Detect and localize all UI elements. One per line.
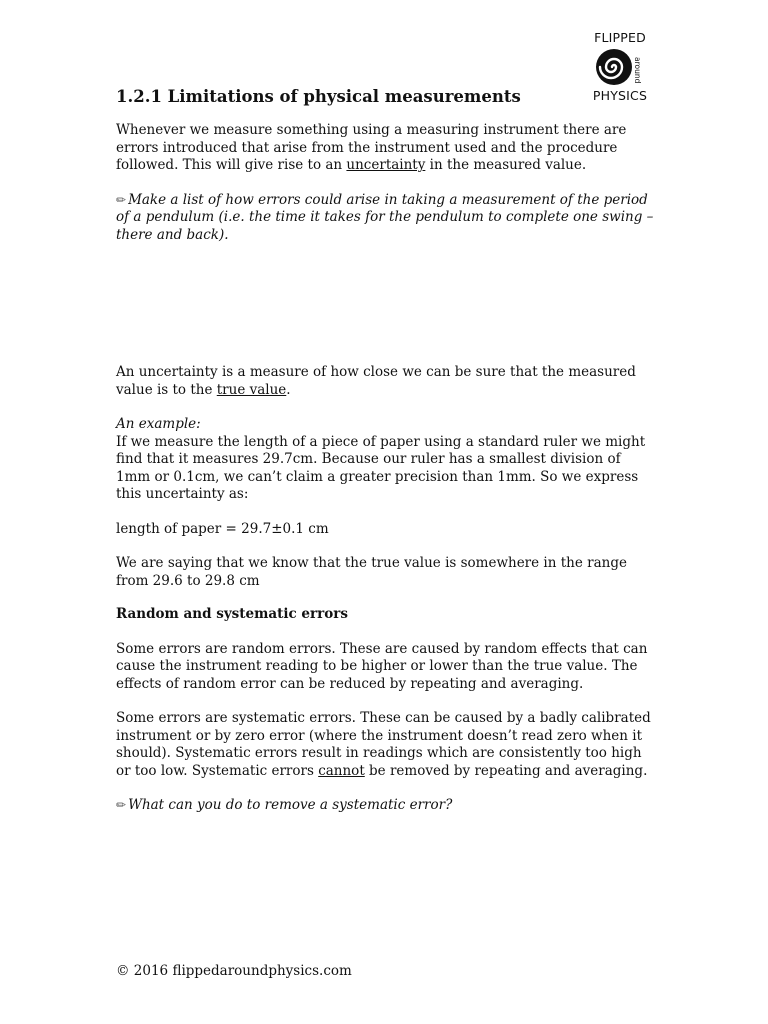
document-content bbox=[116, 86, 656, 815]
footer-copyright: © 2016 flippedaroundphysics.com bbox=[116, 963, 352, 979]
example-label: An example: bbox=[116, 416, 201, 432]
example-formula: length of paper = 29.7±0.1 cm bbox=[116, 520, 329, 537]
logo-text-bottom: PHYSICS bbox=[592, 88, 648, 103]
section-heading: Random and systematic errors bbox=[116, 606, 348, 622]
page-title: 1.2.1 Limitations of physical measurements bbox=[116, 87, 521, 106]
cannot-term: cannot bbox=[318, 762, 365, 779]
random-errors-paragraph: Some errors are random errors. These are caused by random effects that can cause the instrument reading to be higher or lower than the true value. The effects of random error can be reduced by repeating and averaging. bbox=[116, 640, 648, 692]
range-paragraph: We are saying that we know that the true value is somewhere in the range from 29.6 to 29.8 cm bbox=[116, 555, 627, 589]
systematic-errors-paragraph: Some errors are systematic errors. These can be caused by a badly calibrated instrument or by zero error (where the instrument doesn’t read zero when it should). Systematic errors result in readings which are consistently too high or too low. Systematic errors cannot be removed by repeating and averaging. bbox=[116, 710, 651, 779]
uncertainty-term: uncertainty bbox=[346, 157, 426, 173]
pencil-icon: ✏ bbox=[116, 192, 127, 207]
task-pendulum: ✏ Make a list of how errors could arise in taking a measurement of the period of a pendulum (i.e. the time it takes for the pendulum to complete one swing – there and back). bbox=[116, 191, 654, 243]
task-systematic: ✏ What can you do to remove a systematic error? bbox=[116, 797, 453, 813]
spiral-logo-icon bbox=[594, 46, 634, 88]
true-value-term: true value bbox=[216, 381, 287, 398]
logo-text-top: FLIPPED bbox=[594, 30, 646, 45]
example-text: If we measure the length of a piece of paper using a standard ruler we might find that it measures 29.7cm. Because our ruler has a smallest division of 1mm or 0.1cm, we can’t claim a greater precision than 1mm. So we express this uncertainty as: bbox=[116, 433, 646, 502]
intro-paragraph: Whenever we measure something using a measuring instrument there are errors introduced that arise from the instrument used and the procedure followed. This will give rise to an uncertainty in the measured value. bbox=[116, 122, 627, 173]
definition-paragraph: An uncertainty is a measure of how close we can be sure that the measured value is to the true value. bbox=[116, 364, 636, 398]
logo-text-side: around bbox=[633, 56, 642, 84]
pencil-icon: ✏ bbox=[116, 798, 127, 812]
